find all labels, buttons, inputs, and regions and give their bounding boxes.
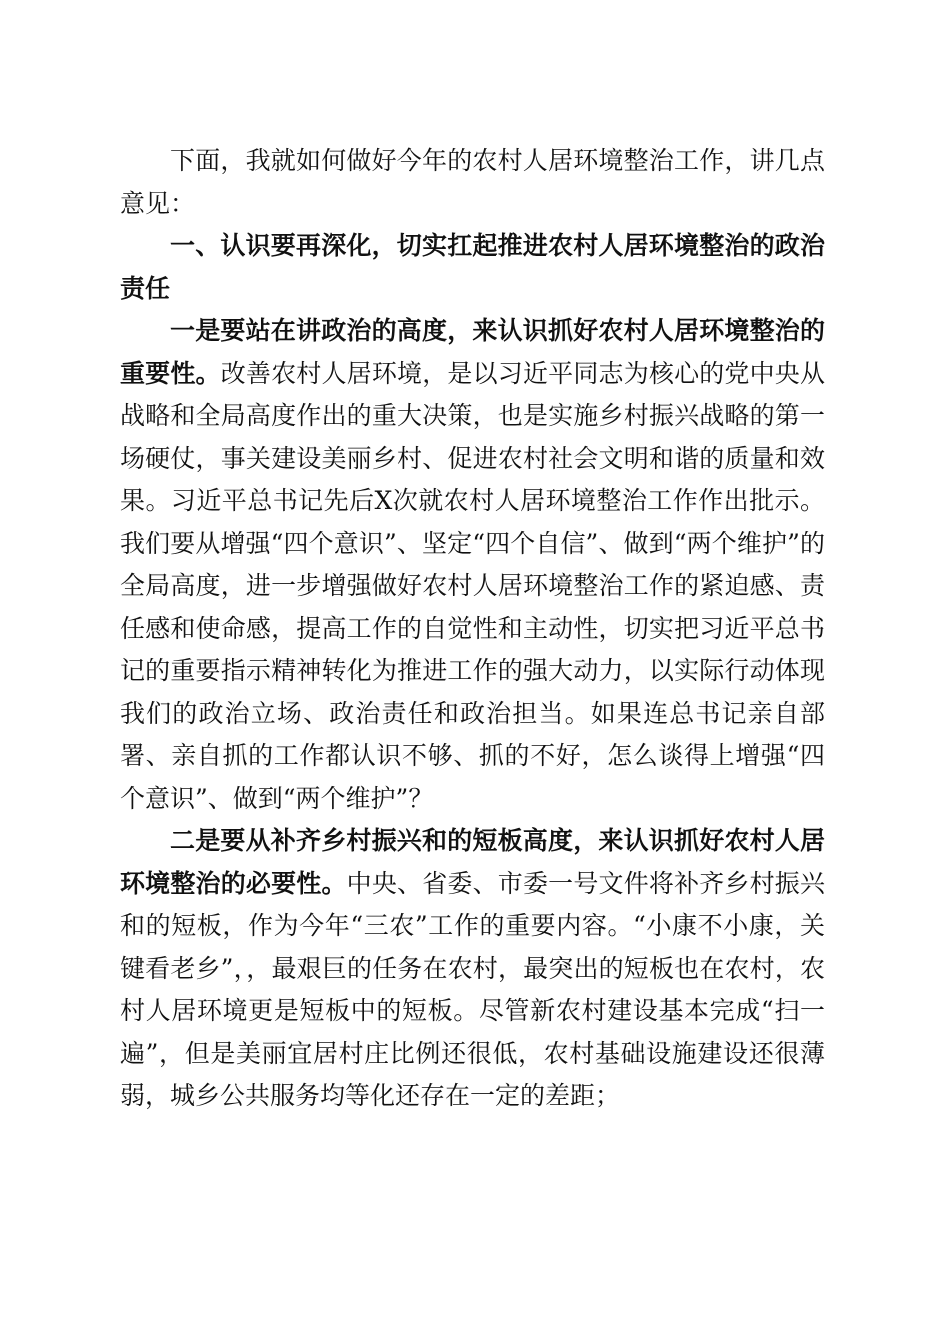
point-1-body: 改善农村人居环境，是以习近平同志为核心的党中央从战略和全局高度作出的重大决策，也是实施乡村振兴战略的第一场硬仗，事关建设美丽乡村、促进农村社会文明和谐的质量和效果。习近平总书记先后X次就农村人居环境整治工作作出批示。我们要从增强“四个意识”、坚定“四个自信”、做到“两个维护”的全局高度，进一步增强做好农村人居环境整治工作的紧迫感、责任感和使命感，提高工作的自觉性和主动性，切实把习近平总书记的重要指示精神转化为推进工作的强大动力，以实际行动体现我们的政治立场、政治责任和政治担当。如果连总书记亲自部署、亲自抓的工作都认识不够、抓的不好，怎么谈得上增强“四个意识”、做到“两个维护”？ bbox=[120, 358, 825, 813]
point-1-lead: 一是要站在讲政治的高度，来认识抓好农村人居环境整治的重要性。 bbox=[120, 316, 825, 388]
point-2-body: 中央、省委、市委一号文件将补齐乡村振兴和的短板，作为今年“三农”工作的重要内容。“小康不小康，关键看老乡”，，最艰巨的任务在农村，最突出的短板也在农村，农村人居环境更是短板中的短板。尽管新农村建设基本完成“扫一遍”，但是美丽宜居村庄比例还很低，农村基础设施建设还很薄弱，城乡公共服务均等化还存在一定的差距； bbox=[120, 868, 825, 1110]
point-2-paragraph bbox=[120, 820, 825, 1118]
intro-paragraph: 下面，我就如何做好今年的农村人居环境整治工作，讲几点意见： bbox=[120, 146, 825, 218]
section-heading: 一、认识要再深化，切实扛起推进农村人居环境整治的政治责任 bbox=[120, 231, 825, 303]
document-page bbox=[120, 140, 825, 1118]
point-2-lead: 二是要从补齐乡村振兴和的短板高度，来认识抓好农村人居环境整治的必要性。 bbox=[120, 826, 825, 898]
point-1-paragraph bbox=[120, 310, 825, 820]
